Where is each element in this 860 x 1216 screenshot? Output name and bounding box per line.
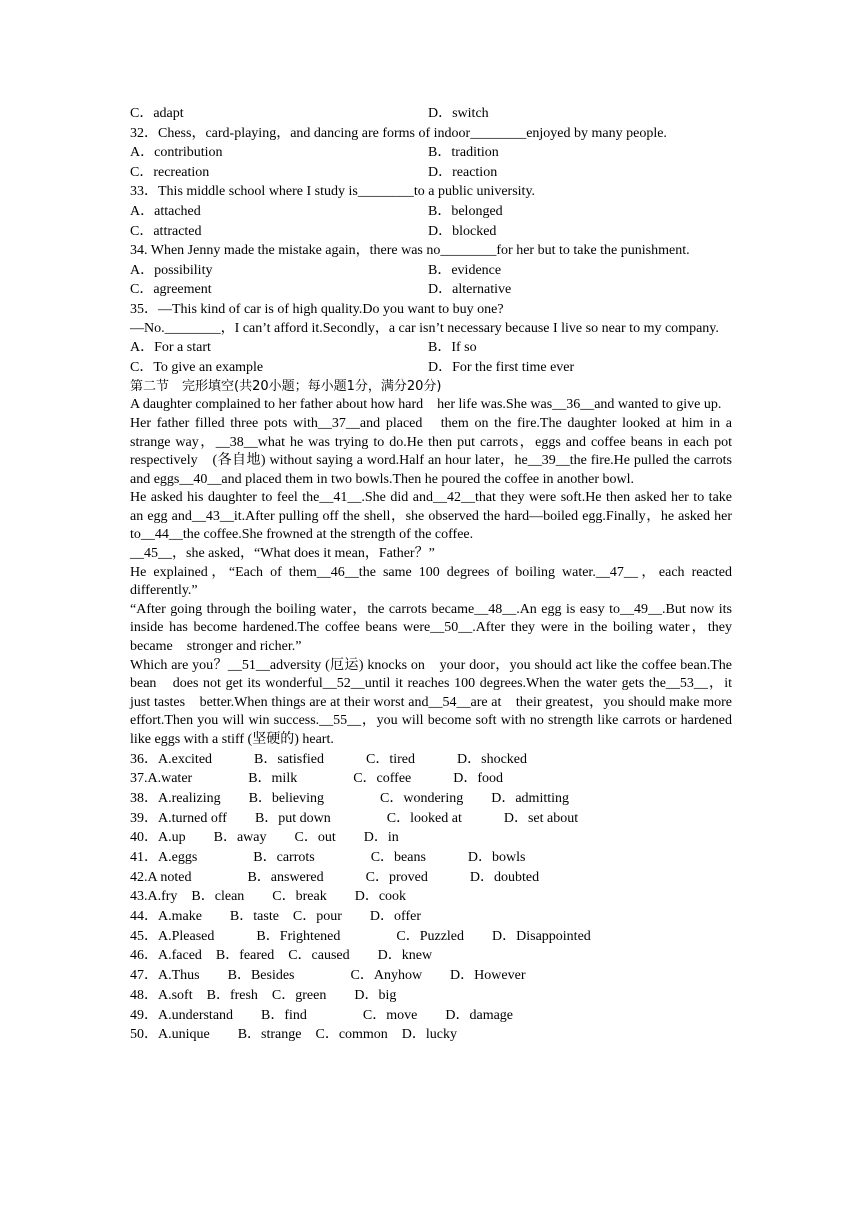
option: A．possibility — [130, 262, 213, 278]
worksheet-page — [130, 104, 746, 1045]
passage-paragraph: Her father filled three pots with__37__and placed them on the fire.The daughter looked at him in a strange way，__38__what he was trying to do.He then put carrots，eggs and coffee beans in each pot respectively (各自地) without saying a word.Half an hour later，he__39__the fire.He pulled the carrots and eggs__40__and placed them in two bowls.Then he poured the coffee in another bowl. — [130, 415, 732, 487]
passage-paragraph: A daughter complained to her father about how hard her life was.She was__36__and wanted to give up. — [130, 397, 722, 413]
passage-paragraph: “After going through the boiling water，the carrots became__48__.An egg is easy to__49__.But now its inside has become hardened.The coffee beans were__50__.After they were in the boiling water，they became stronger and richer.” — [130, 601, 746, 655]
option: D．blocked — [428, 223, 497, 239]
answer-option-line: 49．A.understand B．find C．move D．damage — [130, 1007, 514, 1023]
option: C．adapt — [130, 106, 184, 121]
q35-options-ab — [130, 338, 732, 358]
option: D．alternative — [428, 282, 512, 298]
q32-stem: 32．Chess，card-playing，and dancing are forms of indoor________enjoyed by many people. — [130, 125, 667, 141]
option: C．To give an example — [130, 359, 264, 375]
option: A．contribution — [130, 145, 223, 161]
answer-option-line: 44．A.make B．taste C．pour D．offer — [130, 909, 421, 925]
answer-option-line: 50．A.unique B．strange C．common D．lucky — [130, 1027, 458, 1043]
answer-option-line: 36．A.excited B．satisfied C．tired D．shocked — [130, 751, 528, 767]
option: A．For a start — [130, 340, 211, 356]
option: B．belonged — [428, 203, 503, 219]
answer-option-line: 43.A.fry B．clean C．break D．cook — [130, 889, 407, 905]
answer-option-line: 37.A.water B．milk C．coffee D．food — [130, 771, 504, 787]
option: C．recreation — [130, 164, 210, 180]
answer-option-line: 42.A noted B．answered C．proved D．doubted — [130, 869, 540, 885]
option: C．agreement — [130, 282, 212, 298]
option: B．evidence — [428, 262, 502, 278]
option: C．attracted — [130, 223, 202, 239]
passage-paragraph: __45__，she asked，“What does it mean，Father？” — [130, 546, 435, 562]
q35-options-cd — [130, 358, 732, 378]
answer-option-line: 45．A.Pleased B．Frightened C．Puzzled D．Disappointed — [130, 928, 591, 944]
q33-options-cd — [130, 222, 732, 242]
answer-option-line: 39．A.turned off B．put down C．looked at D．set about — [130, 810, 579, 826]
q32-options-ab — [130, 143, 732, 163]
option: B．If so — [428, 340, 477, 356]
answer-option-line: 41．A.eggs B．carrots C．beans D．bowls — [130, 850, 526, 866]
q35-stem: 35．—This kind of car is of high quality.Do you want to buy one? — [130, 301, 504, 317]
q35-reply: —No.________，I can’t afford it.Secondly，a car isn’t necessary because I live so near to my company. — [130, 320, 719, 336]
answer-option-line: 38．A.realizing B．believing C．wondering D．admitting — [130, 790, 570, 806]
q33-stem: 33．This middle school where I study is________to a public university. — [130, 184, 536, 200]
option: B．tradition — [428, 145, 499, 161]
q34-options-ab — [130, 261, 732, 281]
q34-options-cd — [130, 280, 732, 300]
q34-stem: 34. When Jenny made the mistake again，there was no________for her but to take the punishment. — [130, 243, 690, 259]
option: D．switch — [428, 106, 489, 121]
option: D．reaction — [428, 164, 498, 180]
option: D．For the first time ever — [428, 359, 575, 375]
answer-option-line: 47．A.Thus B．Besides C．Anyhow D．However — [130, 968, 526, 984]
passage-paragraph: Which are you？__51__adversity (厄运) knocks on your door，you should act like the coffee bean.The bean does not get its wonderful__52__until it reaches 100 degrees.When the water gets the__53__，it just tastes better.When things are at their worst and__54__are at their greatest，you should make more effort.Then you will win success.__55__，you will become soft with no strength like carrots or hardened like eggs with a stiff (坚硬的) heart. — [130, 657, 732, 747]
option: A．attached — [130, 203, 201, 219]
passage-paragraph: He asked his daughter to feel the__41__.She did and__42__that they were soft.He then asked her to take an egg and__43__it.After pulling off the shell，she observed the hard—boiled egg.Finally，he asked her to__44__the coffee.She frowned at the strength of the coffee. — [130, 490, 732, 543]
q32-options-cd — [130, 163, 732, 183]
answer-option-line: 48．A.soft B．fresh C．green D．big — [130, 987, 397, 1003]
section-title: 第二节 完形填空(共20小题；每小题1分，满分20分) — [130, 379, 442, 395]
answer-option-line: 40．A.up B．away C．out D．in — [130, 830, 399, 846]
passage-paragraph: He explained，“Each of them__46__the same 100 degrees of boiling water.__47__，each reacted differently.” — [130, 564, 732, 599]
answer-option-line: 46．A.faced B．feared C．caused D．knew — [130, 948, 433, 964]
q33-options-ab — [130, 202, 732, 222]
q31-options-cd — [130, 104, 732, 124]
